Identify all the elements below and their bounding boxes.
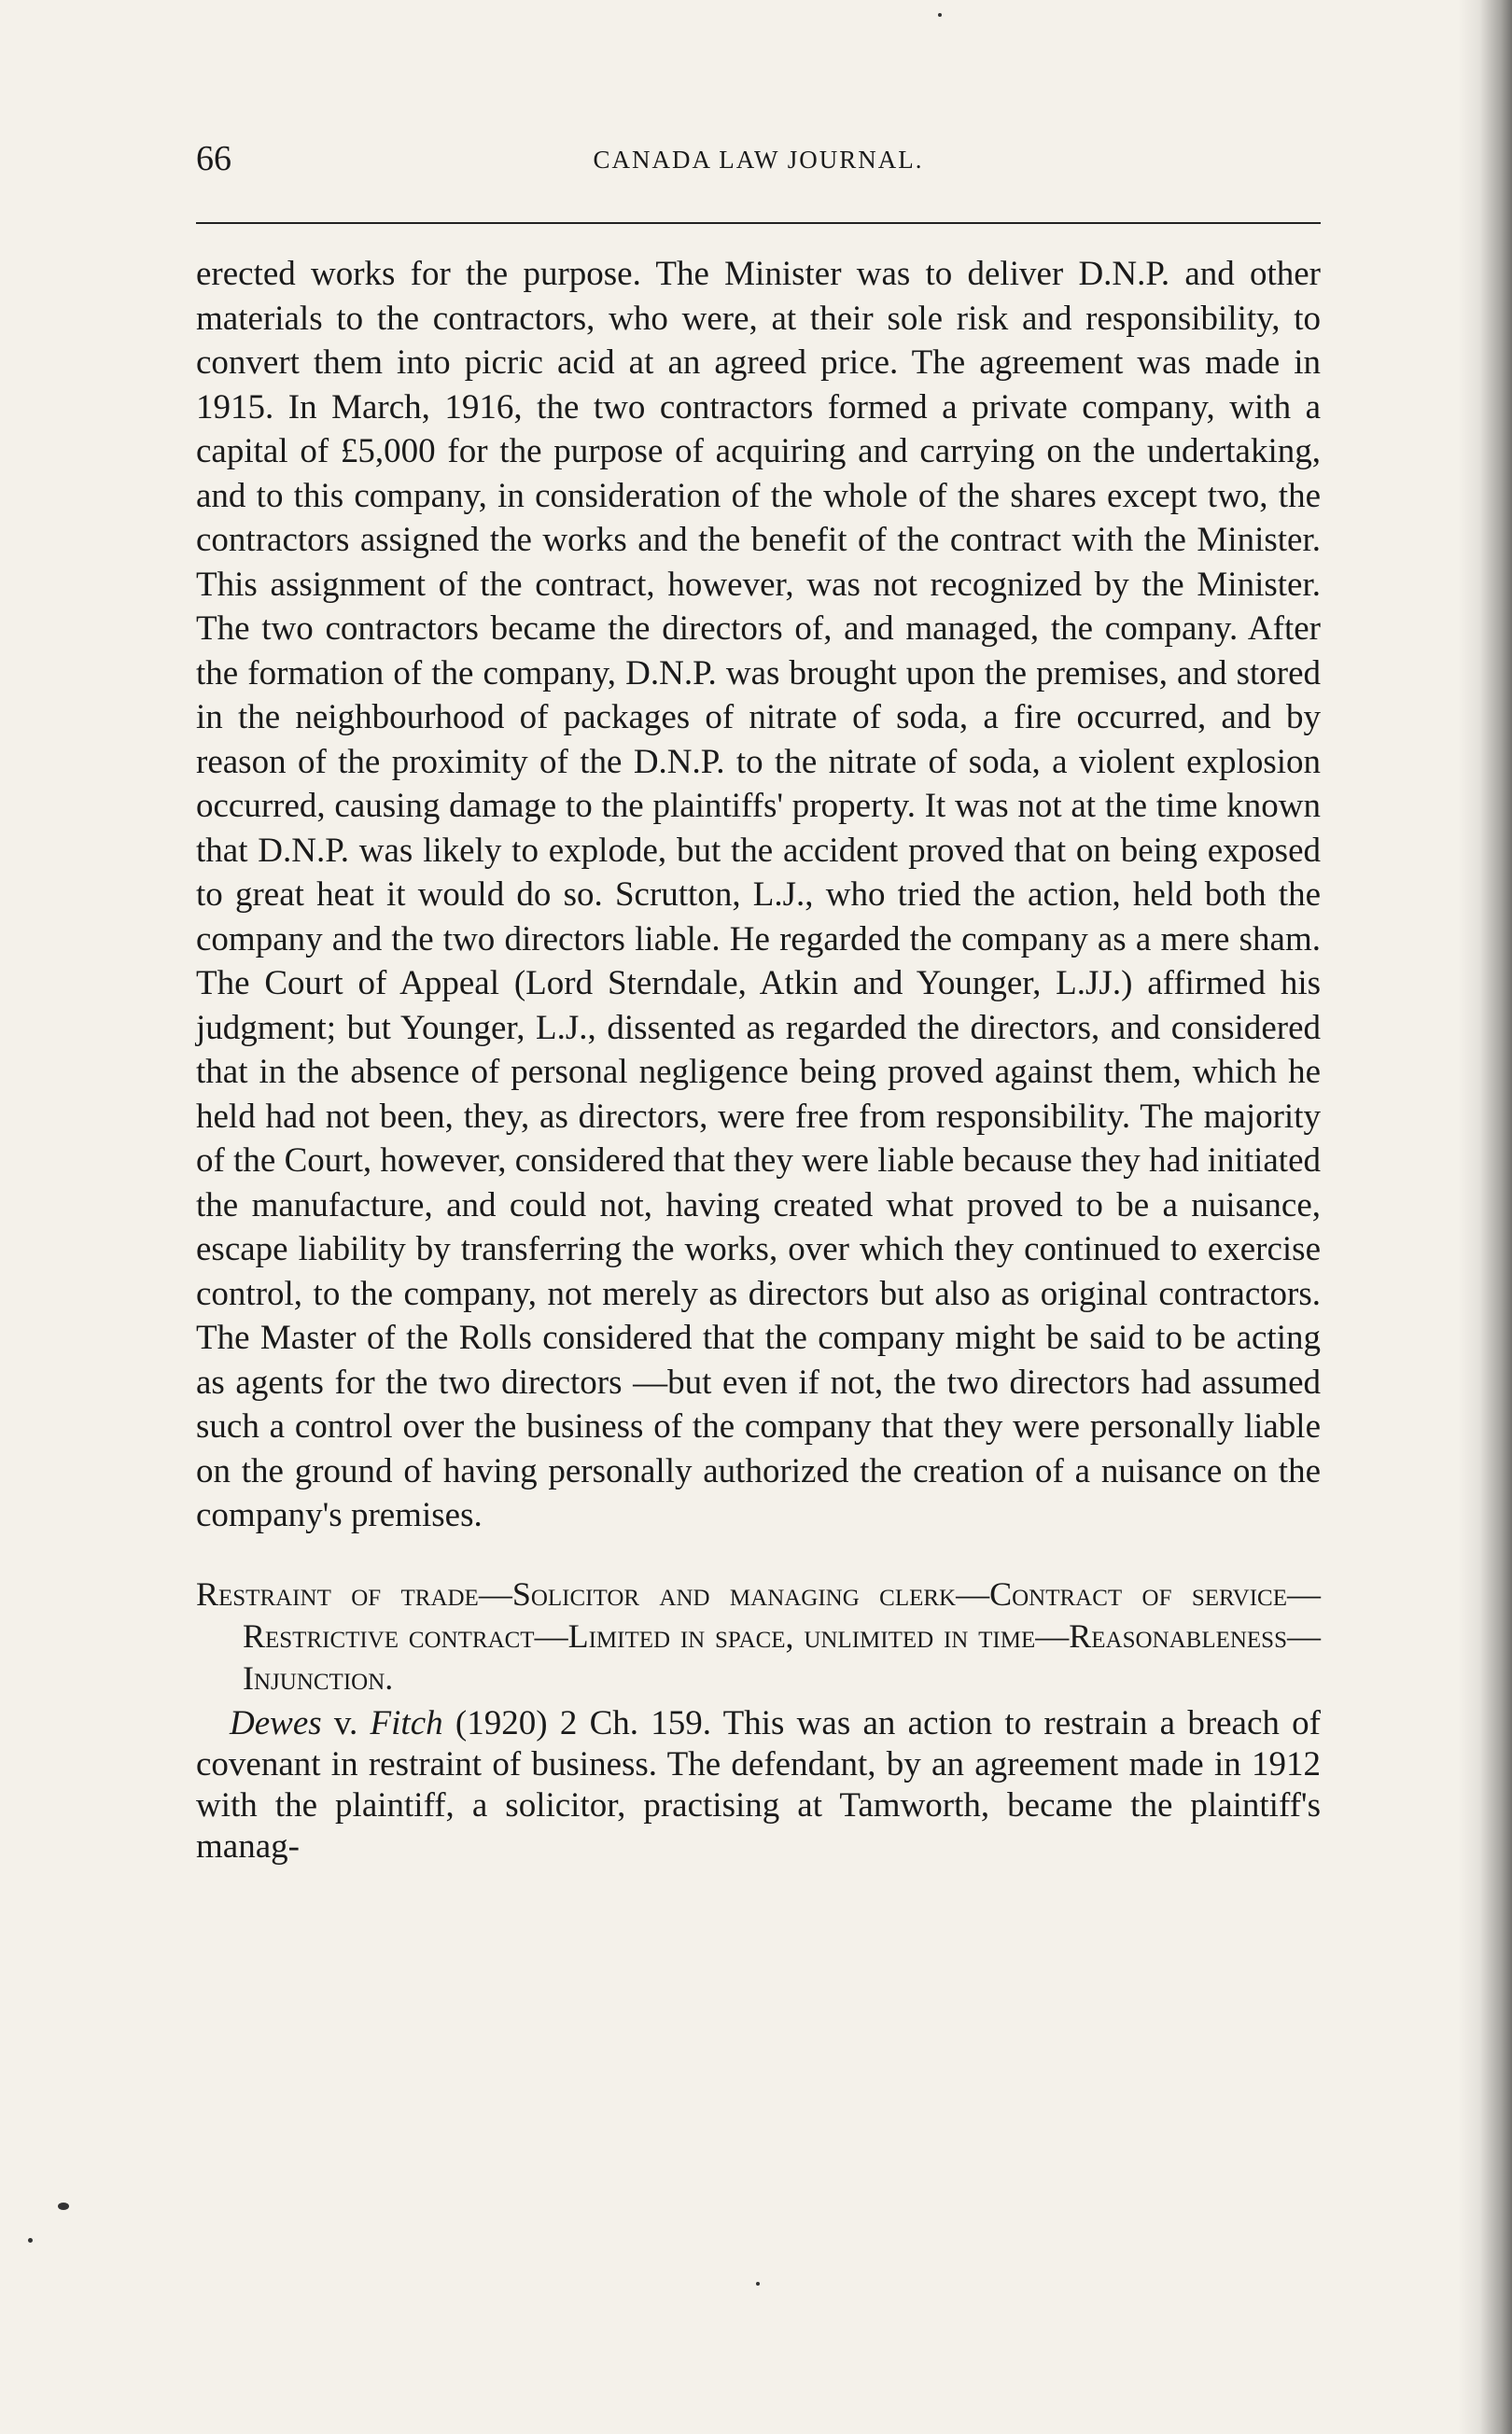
page-edge-shadow xyxy=(1458,0,1512,2434)
running-head xyxy=(196,138,1321,185)
case-paragraph xyxy=(196,1703,1321,1867)
case-name-defendant: Fitch xyxy=(370,1703,443,1742)
first-paragraph: erected works for the purpose. The Minister was to deliver D.N.P. and other materials to the contractors, who were, at their sole risk and responsibility, to convert them into picric acid at an agreed price. The agreement was made in 1915. In March, 1916, the two contractors formed a private company, with a capital of £5,000 for the purpose of acquiring and carrying on the undertaking, and to this company, in consideration of the whole of the shares except two, the contractors assigned the works and the benefit of the contract with the Minister. This assignment of the contract, however, was not recognized by the Minister. The two contractors became the directors of, and managed, the company. After the formation of the company, D.N.P. was brought upon the premises, and stored in the neighbourhood of packages of nitrate of soda, a fire occurred, and by reason of the proximity of the D.N.P. to the nitrate of soda, a violent explosion occurred, causing damage to the plaintiffs' property. It was not at the time known that D.N.P. was likely to explode, but the accident proved that on being exposed to great heat it would do so. Scrutton, L.J., who tried the action, held both the company and the two directors liable. He regarded the company as a mere sham. The Court of Appeal (Lord Sterndale, Atkin and Younger, L.JJ.) affirmed his judgment; but Younger, L.J., dissented as regarded the directors, and considered that in the absence of personal negligence being proved against them, which he held had not been, they, as directors, were free from responsibility. The majority of the Court, however, considered that they were liable because they had initiated the manufacture, and could not, having created what proved to be a nuisance, escape liability by transferring the works, over which they continued to exercise control, to the company, not merely as directors but also as original contractors. The Master of the Rolls considered that the company might be said to be acting as agents for the two directors —but even if not, the two directors had assumed such a control over the business of the company that they were personally liable on the ground of having personally authorized the creation of a nuisance on the company's premises. xyxy=(196,255,1321,1534)
body-text xyxy=(196,252,1321,1867)
header-rule xyxy=(196,222,1321,224)
ink-speck xyxy=(938,13,942,17)
ink-speck xyxy=(28,2238,33,2243)
ink-speck xyxy=(58,2203,69,2210)
ink-speck xyxy=(756,2282,760,2286)
case-versus: v. xyxy=(321,1703,371,1742)
journal-title: CANADA LAW JOURNAL. xyxy=(593,146,924,174)
page-number: 66 xyxy=(196,139,231,178)
case-name-plaintiff: Dewes xyxy=(230,1703,322,1742)
case-text: (1920) 2 Ch. 159. This was an action to restrain a breach of covenant in restraint of business. The defendant, by an agreement made in 1912 with the plaintiff, a solicitor, practising at Tamworth, became the plaintiff's manag- xyxy=(196,1703,1321,1866)
section-heading: Restraint of trade—Solicitor and managing clerk—Contract of service—Restrictive contract—Limited in space, unlimited in time—Reasonableness—Injunction. xyxy=(196,1574,1321,1697)
